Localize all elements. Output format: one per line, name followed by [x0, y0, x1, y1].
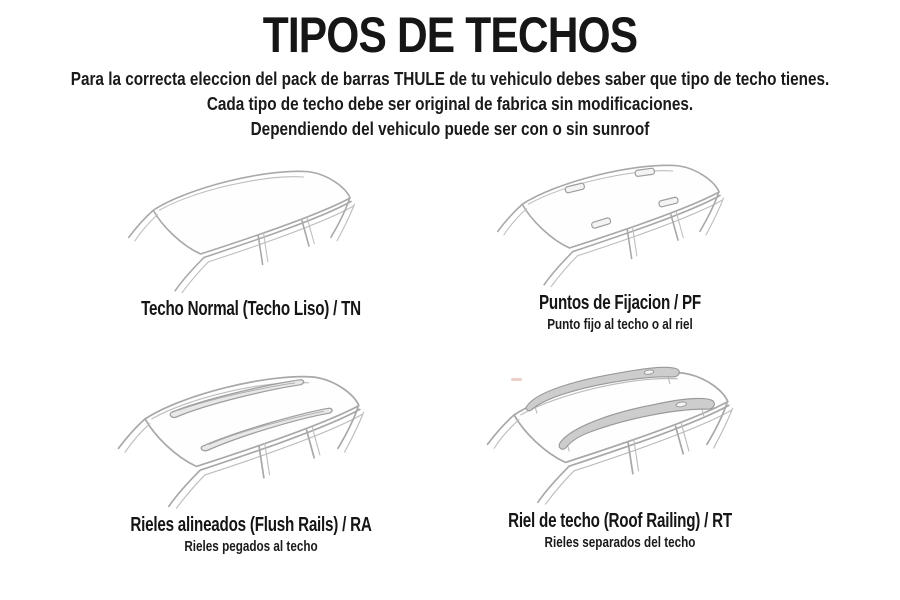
roof-card-ra [61, 360, 441, 556]
stray-orange-artifact [511, 378, 522, 381]
roof-type-label: Rieles alineados (Flush Rails) / RA [130, 514, 372, 536]
intro-line-2: Cada tipo de techo debe ser original de fabrica sin modificaciones. [206, 94, 694, 114]
intro-text [68, 67, 833, 142]
roof-card-pf [430, 150, 810, 334]
roof-type-sublabel: Rieles pegados al techo [184, 538, 318, 555]
normal-roof-illustration [120, 156, 383, 296]
roof-type-sublabel: Rieles separados del techo [544, 534, 696, 551]
roof-card-rt [430, 356, 810, 552]
roof-type-sublabel [103, 322, 399, 340]
roof-type-label: Riel de techo (Roof Railing) / RT [508, 510, 732, 532]
roof-type-label: Puntos de Fijacion / PF [539, 292, 701, 314]
roof-type-sublabel: Punto fijo al techo o al riel [547, 316, 693, 333]
roof-type-label: Techo Normal (Techo Liso) / TN [141, 298, 361, 320]
roof-card-tn [61, 156, 441, 340]
flush-rails-roof-illustration [109, 360, 394, 512]
page-title: TIPOS DE TECHOS [262, 7, 638, 63]
intro-line-3: Dependiendo del vehiculo puede ser con o sin sunroof [250, 119, 650, 139]
fixpoint-roof-illustration [489, 150, 752, 290]
intro-line-1: Para la correcta eleccion del pack de barras THULE de tu vehiculo debes saber que tipo de techo tienes. [70, 69, 830, 89]
